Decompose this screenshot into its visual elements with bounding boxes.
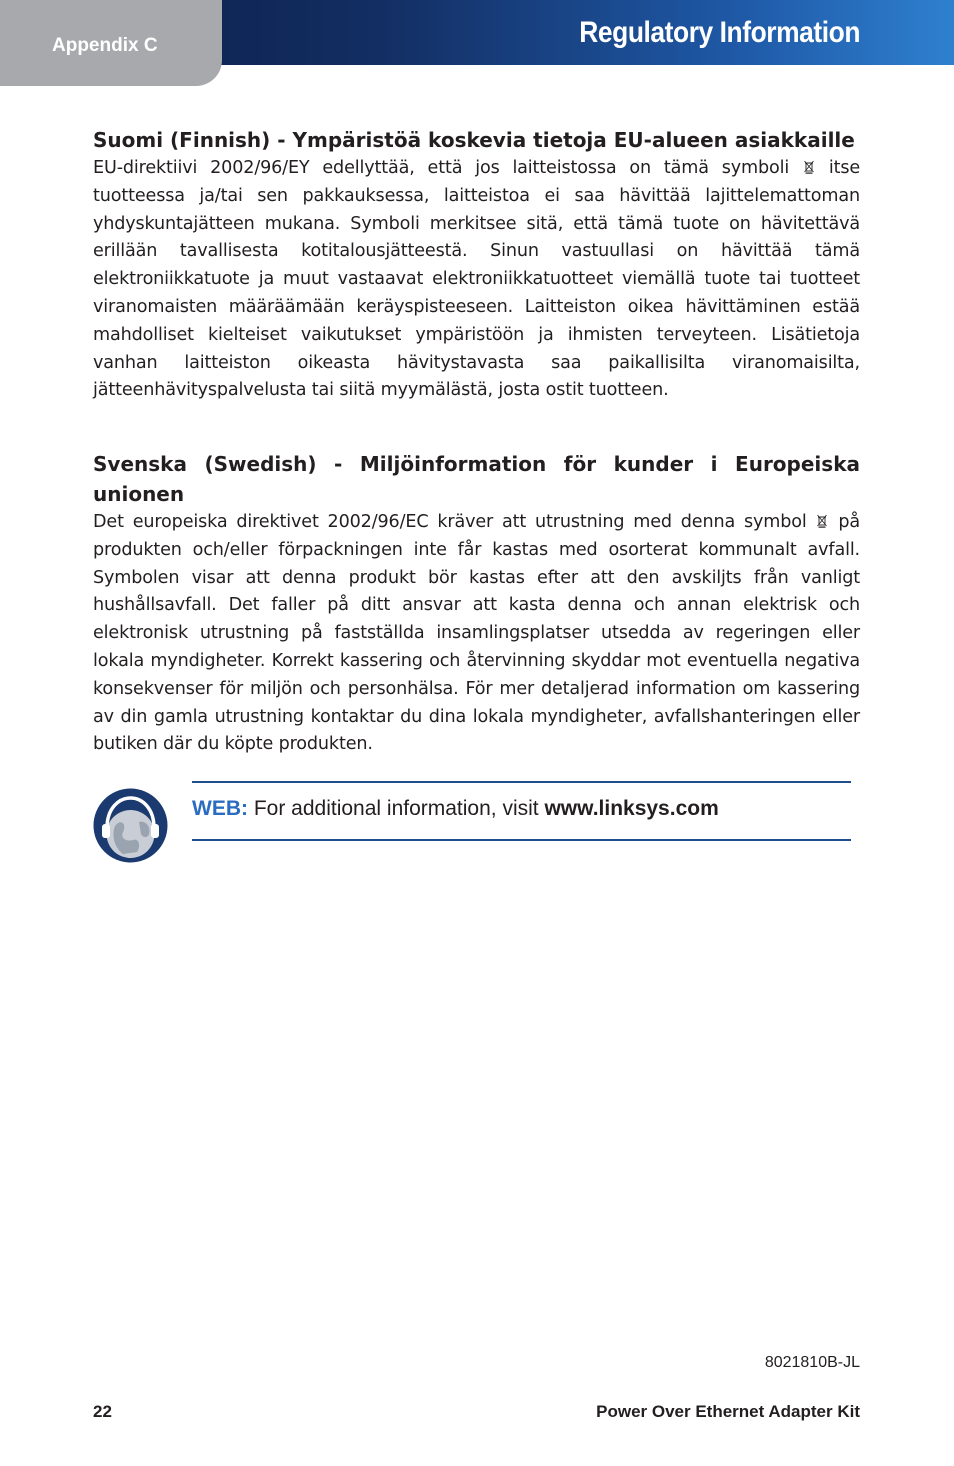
- appendix-tab: [0, 0, 222, 86]
- body-text: Det europeiska direktivet 2002/96/EC kräver att utrustning med denna symbol: [93, 512, 807, 532]
- document-code: 8021810B-JL: [764, 1354, 860, 1371]
- crossed-out-bin-icon: [817, 514, 827, 528]
- body-text: på produkten och/eller förpackningen inte får kastas med osorterat kommunalt avfall. Symbolen visar att denna produkt bör kastas efter att den avskiljts från vanligt hushållsavfall. Det faller på ditt ansvar att kasta denna och annan elektrisk och elektronisk utrustning på fastställda insamlingsplatser utsedda av regeringen eller lokala myndigheter. Korrekt kassering och återvinning skyddar mot eventuella negativa konsekvenser för miljön och personhälsa. För mer detaljerad information om kassering av din gamla utrustning kontaktar du dina lokala myndigheter, avfallshanteringen eller butiken där du köpte produkten.: [93, 512, 860, 755]
- section-heading: Suomi (Finnish) - Ympäristöä koskevia tietoja EU-alueen asiakkaille: [93, 128, 855, 152]
- page-title: Regulatory Information: [579, 16, 860, 49]
- callout-bottom-rule: [192, 839, 851, 841]
- website-link[interactable]: www.linksys.com: [544, 797, 719, 820]
- section-body: [93, 155, 860, 405]
- body-text: itse tuotteessa ja/tai sen pakkauksessa, laitteistoa ei saa hävittää lajittelemattoman yhdyskuntajätteen mukana. Symboli merkitsee sitä, että tämä tuote on hävitettävä erillään tavallisesta kotitalousjätteestä. Sinun vastuullasi on hävittää tämä elektroniikkatuote ja muut vastaavat elektroniikkatuotteet viemällä tuote tai tuotteet viranomaisten määräämään keräyspisteeseen. Laitteiston oikea hävittäminen estää mahdolliset kielteiset vaikutukset ympäristöön ja ihmisten terveyteen. Lisätietoja vanhan laitteiston oikeasta hävitystavasta saa paikallisilta viranomaisilta, jätteenhävityspalvelusta tai siitä myymälästä, josta ostit tuotteen.: [93, 158, 861, 401]
- section-finnish: [93, 125, 860, 405]
- section-swedish: [93, 449, 860, 759]
- appendix-label: Appendix C: [52, 35, 158, 56]
- web-note: [192, 797, 719, 821]
- page-number: 22: [93, 1402, 112, 1421]
- section-body: [93, 509, 860, 759]
- body-text: EU-direktiivi 2002/96/EY edellyttää, että jos laitteistossa on tämä symboli: [93, 158, 790, 178]
- callout-top-rule: [192, 781, 851, 783]
- crossed-out-bin-icon: [804, 160, 814, 174]
- globe-headset-icon: [93, 788, 168, 863]
- section-heading: Svenska (Swedish) - Miljöinformation för kunder i Europeiska unionen: [93, 452, 860, 506]
- web-label: WEB:: [192, 797, 248, 820]
- web-text: For additional information, visit: [248, 797, 545, 820]
- product-name: Power Over Ethernet Adapter Kit: [596, 1402, 860, 1421]
